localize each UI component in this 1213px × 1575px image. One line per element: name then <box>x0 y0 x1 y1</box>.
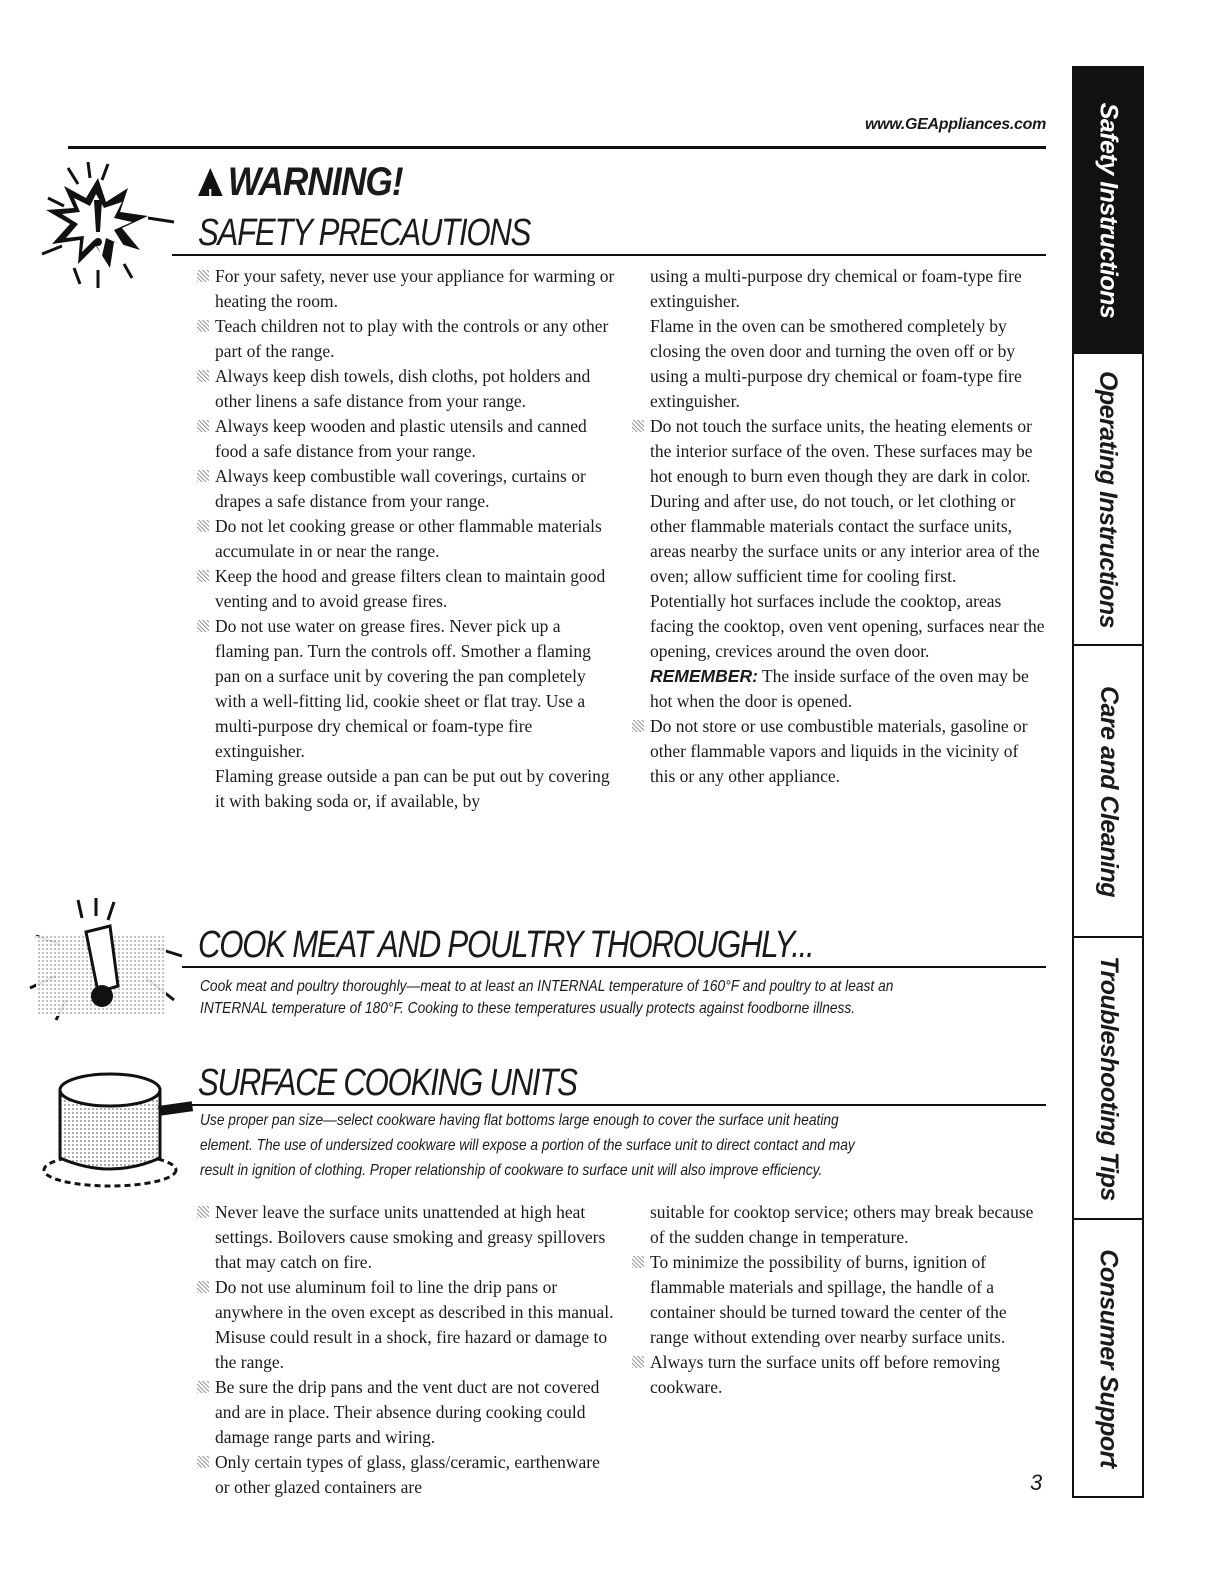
bullet-item <box>197 464 617 514</box>
page-number: 3 <box>1030 1470 1043 1495</box>
bullet-item <box>197 514 617 564</box>
bullet-icon <box>632 720 644 732</box>
bullet-text: Never leave the surface units unattended at high heat settings. Boilovers cause smoking and greasy spillovers that may catch on fire. <box>215 1202 606 1272</box>
bullet-icon <box>197 420 209 432</box>
section-tabs <box>1072 66 1144 1498</box>
bullet-text: Teach children not to play with the controls or any other part of the range. <box>215 316 609 361</box>
bullet-item <box>197 564 617 614</box>
bullet-item <box>197 1200 617 1275</box>
bullet-item <box>197 1375 617 1450</box>
cook-line-1: Cook meat and poultry thoroughly—meat to at least an INTERNAL temperature of 160°F and poultry to at least an <box>200 978 894 995</box>
paragraph: Flaming grease outside a pan can be put out by covering it with baking soda or, if available, by <box>215 766 610 811</box>
bullet-text: Always keep wooden and plastic utensils and canned food a safe distance from your range. <box>215 416 587 461</box>
bullet-text: Do not let cooking grease or other flammable materials accumulate in or near the range. <box>215 516 602 561</box>
bullet-item <box>197 264 617 314</box>
bullet-item <box>632 1250 1048 1350</box>
tab-label: Operating Instructions <box>1094 370 1123 628</box>
safety-right-column <box>632 264 1048 789</box>
safety-left-column <box>197 264 617 814</box>
cooking-pot-icon <box>40 1060 200 1190</box>
bullet-item <box>632 714 1048 789</box>
bullet-icon <box>197 520 209 532</box>
bullet-icon <box>197 320 209 332</box>
bullet-icon <box>632 1256 644 1268</box>
paragraph: suitable for cooktop service; others may break because of the sudden change in temperature. <box>650 1202 1034 1247</box>
bullet-text: Do not use aluminum foil to line the drip pans or anywhere in the oven except as described in this manual. Misuse could result in a shock, fire hazard or damage to the range. <box>215 1277 614 1372</box>
meat-thermometer-icon <box>6 896 186 1026</box>
surface-line-2: element. The use of undersized cookware will expose a portion of the surface unit to direct contact and may <box>200 1137 855 1154</box>
bullet-text: Keep the hood and grease filters clean to maintain good venting and to avoid grease fires. <box>215 566 606 611</box>
bullet-icon <box>632 420 644 432</box>
website-url: www.GEAppliances.com <box>864 116 1046 133</box>
surface-line-3: result in ignition of clothing. Proper relationship of cookware to surface unit will also improve efficiency. <box>200 1162 823 1179</box>
tab-consumer-support[interactable] <box>1074 1220 1142 1496</box>
warning-triangle-icon <box>198 168 223 196</box>
bullet-icon <box>197 1381 209 1393</box>
tab-safety-instructions[interactable] <box>1074 68 1142 354</box>
bullet-icon <box>197 270 209 282</box>
bullet-item <box>632 1350 1048 1400</box>
surface-left-column <box>197 1200 617 1500</box>
safety-precautions-title: SAFETY PRECAUTIONS <box>198 212 531 254</box>
bullet-icon <box>197 1206 209 1218</box>
bullet-text: Do not touch the surface units, the heating elements or the interior surface of the oven. These surfaces may be hot enough to burn even though they are dark in color. During and after use, do not touch, or let clothing or other flammable materials contact the surface units, areas nearby the surface units or any interior area of the oven; allow sufficient time for cooling first. <box>650 416 1040 586</box>
bullet-icon <box>197 1456 209 1468</box>
surface-right-column <box>632 1200 1048 1400</box>
remember-text: The inside surface of the oven may be hot when the door is opened. <box>650 666 1029 711</box>
cook-meat-title: COOK MEAT AND POULTRY THOROUGHLY... <box>198 924 814 966</box>
paragraph: using a multi-purpose dry chemical or foam-type fire extinguisher. <box>650 266 1022 311</box>
tab-label: Care and Cleaning <box>1094 685 1123 897</box>
paragraph: Potentially hot surfaces include the cooktop, areas facing the cooktop, oven vent opening, surfaces near the opening, crevices around the oven door. <box>650 591 1045 661</box>
safety-rule <box>172 254 1046 256</box>
bullet-text: Do not use water on grease fires. Never pick up a flaming pan. Turn the controls off. Smother a flaming pan on a surface unit by covering the pan completely with a well-fitting lid, cookie sheet or flat tray. Use a multi-purpose dry chemical or foam-type fire extinguisher. <box>215 616 591 761</box>
bullet-text: Always turn the surface units off before removing cookware. <box>650 1352 1001 1397</box>
bullet-icon <box>197 570 209 582</box>
tab-troubleshooting-tips[interactable] <box>1074 938 1142 1220</box>
paragraph: Flame in the oven can be smothered completely by closing the oven door and turning the oven off or by using a multi-purpose dry chemical or foam-type fire extinguisher. <box>650 316 1022 411</box>
bullet-icon <box>197 470 209 482</box>
bullet-item <box>197 364 617 414</box>
cook-rule <box>182 966 1046 968</box>
surface-rule <box>182 1104 1046 1106</box>
warning-burst-icon <box>28 158 178 292</box>
bullet-text: Do not store or use combustible materials, gasoline or other flammable vapors and liquids in the vicinity of this or any other appliance. <box>650 716 1028 786</box>
bullet-text: Only certain types of glass, glass/ceramic, earthenware or other glazed containers are <box>215 1452 600 1497</box>
bullet-text: To minimize the possibility of burns, ignition of flammable materials and spillage, the handle of a container should be turned toward the center of the range without extending over nearby surface units. <box>650 1252 1007 1347</box>
surface-cooking-title: SURFACE COOKING UNITS <box>198 1062 577 1104</box>
tab-care-and-cleaning[interactable] <box>1074 646 1142 938</box>
bullet-icon <box>197 620 209 632</box>
tab-operating-instructions[interactable] <box>1074 354 1142 646</box>
bullet-item <box>197 314 617 364</box>
bullet-text: For your safety, never use your appliance for warming or heating the room. <box>215 266 615 311</box>
warning-heading <box>198 160 403 204</box>
tab-label: Troubleshooting Tips <box>1094 955 1123 1201</box>
bullet-item <box>197 1275 617 1375</box>
header-rule <box>68 146 1046 149</box>
warning-text: WARNING! <box>227 160 403 204</box>
bullet-text: Always keep combustible wall coverings, curtains or drapes a safe distance from your range. <box>215 466 586 511</box>
bullet-icon <box>197 370 209 382</box>
remember-note <box>632 664 1048 714</box>
bullet-icon <box>632 1356 644 1368</box>
remember-label: REMEMBER: <box>650 666 758 686</box>
bullet-text: Be sure the drip pans and the vent duct are not covered and are in place. Their absence during cooking could damage range parts and wiring. <box>215 1377 600 1447</box>
tab-label: Safety Instructions <box>1094 102 1123 318</box>
bullet-item <box>197 1450 617 1500</box>
bullet-icon <box>197 1281 209 1293</box>
bullet-item <box>197 414 617 464</box>
tab-label: Consumer Support <box>1094 1248 1123 1468</box>
bullet-item <box>197 614 617 764</box>
cook-line-2: INTERNAL temperature of 180°F. Cooking to these temperatures usually protects against foodborne illness. <box>200 1000 856 1017</box>
bullet-text: Always keep dish towels, dish cloths, pot holders and other linens a safe distance from your range. <box>215 366 591 411</box>
bullet-item <box>632 414 1048 589</box>
surface-line-1: Use proper pan size—select cookware having flat bottoms large enough to cover the surface unit heating <box>200 1112 839 1129</box>
